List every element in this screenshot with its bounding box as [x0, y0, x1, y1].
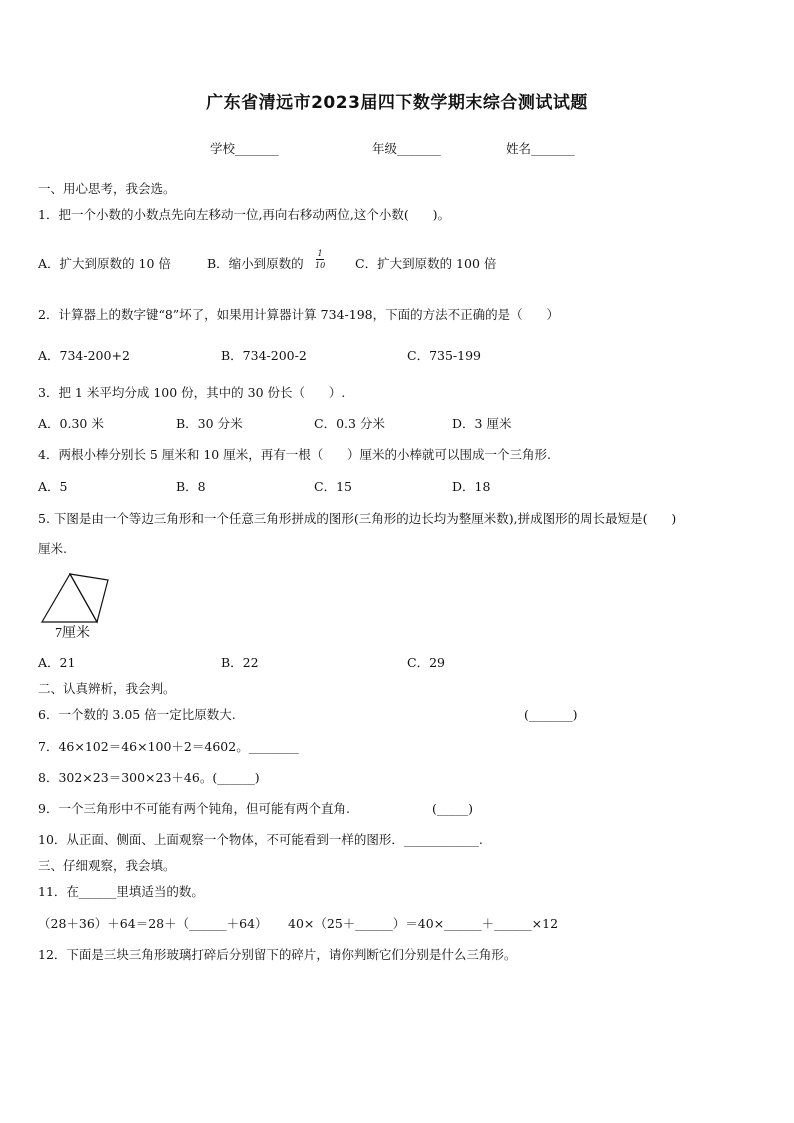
- figure-side-label: 7厘米: [55, 626, 90, 641]
- q2-option-c[interactable]: C．735-199: [407, 348, 482, 363]
- q3-option-a[interactable]: A．0.30 米: [38, 416, 104, 431]
- q5-option-b[interactable]: B．22: [221, 655, 259, 670]
- question-6: 6．一个数的 3.05 倍一定比原数大.: [38, 707, 236, 722]
- question-2: 2．计算器上的数字键“8”坏了，如果用计算器计算 734-198，下面的方法不正确的是（ ）: [38, 307, 559, 322]
- page-title: 广东省清远市2023届四下数学期末综合测试试题: [206, 93, 588, 113]
- arbitrary-triangle: [70, 574, 108, 622]
- q1-option-c[interactable]: C．扩大到原数的 100 倍: [355, 256, 497, 271]
- q2-option-b[interactable]: B．734-200-2: [221, 348, 307, 363]
- q3-option-b[interactable]: B．30 分米: [176, 416, 243, 431]
- question-12: 12．下面是三块三角形玻璃打碎后分别留下的碎片，请你判断它们分别是什么三角形。: [38, 947, 517, 962]
- q1-fraction-numerator: 1: [317, 249, 323, 258]
- equilateral-triangle: [42, 574, 97, 622]
- question-10: 10．从正面、侧面、上面观察一个物体，不可能看到一样的图形．____________.: [38, 832, 483, 847]
- q3-option-c[interactable]: C．0.3 分米: [314, 416, 385, 431]
- q4-option-d[interactable]: D．18: [452, 479, 491, 494]
- section-heading-1: 一、用心思考，我会选。: [38, 181, 176, 196]
- triangle-figure: [40, 572, 120, 642]
- q6-answer-blank[interactable]: (_______): [524, 707, 578, 722]
- q2-option-a[interactable]: A．734-200+2: [38, 348, 130, 363]
- q5-option-c[interactable]: C．29: [407, 655, 445, 670]
- grade-field[interactable]: 年级_______: [372, 141, 441, 156]
- q4-option-a[interactable]: A．5: [38, 479, 68, 494]
- question-3: 3．把 1 米平均分成 100 份，其中的 30 份长（ ）.: [38, 385, 346, 400]
- question-9: 9．一个三角形中不可能有两个钝角，但可能有两个直角.: [38, 801, 350, 816]
- q5-option-a[interactable]: A．21: [38, 655, 76, 670]
- q3-option-d[interactable]: D．3 厘米: [452, 416, 512, 431]
- question-8: 8．302×23＝300×23＋46。(______): [38, 770, 260, 785]
- q4-option-c[interactable]: C．15: [314, 479, 352, 494]
- question-5: 5. 下图是由一个等边三角形和一个任意三角形拼成的图形(三角形的边长均为整厘米数),拼成图形的周长最短是( ): [38, 511, 677, 526]
- q1-option-b[interactable]: B．缩小到原数的: [207, 256, 304, 271]
- q4-option-b[interactable]: B．8: [176, 479, 206, 494]
- question-5-continued: 厘米.: [38, 541, 67, 556]
- name-field[interactable]: 姓名_______: [506, 141, 575, 156]
- q1-fraction-bar: [316, 259, 324, 260]
- section-heading-2: 二、认真辨析，我会判。: [38, 681, 176, 696]
- section-heading-3: 三、仔细观察，我会填。: [38, 858, 176, 873]
- school-field[interactable]: 学校_______: [210, 141, 279, 156]
- q11-expression-2: 40×（25＋______）＝40×______＋______×12: [288, 916, 559, 931]
- question-4: 4．两根小棒分别长 5 厘米和 10 厘米，再有一根（ ）厘米的小棒就可以围成一个三角形.: [38, 447, 552, 462]
- question-1: 1．把一个小数的小数点先向左移动一位,再向右移动两位,这个小数( )。: [38, 207, 450, 222]
- question-7: 7．46×102＝46×100＋2＝4602。________: [38, 739, 299, 754]
- q9-answer-blank[interactable]: (_____): [432, 801, 474, 816]
- q11-expression-1: （28＋36）＋64＝28＋（______＋64）: [38, 916, 268, 931]
- q1-fraction-denominator: 10: [315, 261, 326, 270]
- question-11: 11．在______里填适当的数。: [38, 884, 204, 899]
- q1-option-a[interactable]: A．扩大到原数的 10 倍: [38, 256, 171, 271]
